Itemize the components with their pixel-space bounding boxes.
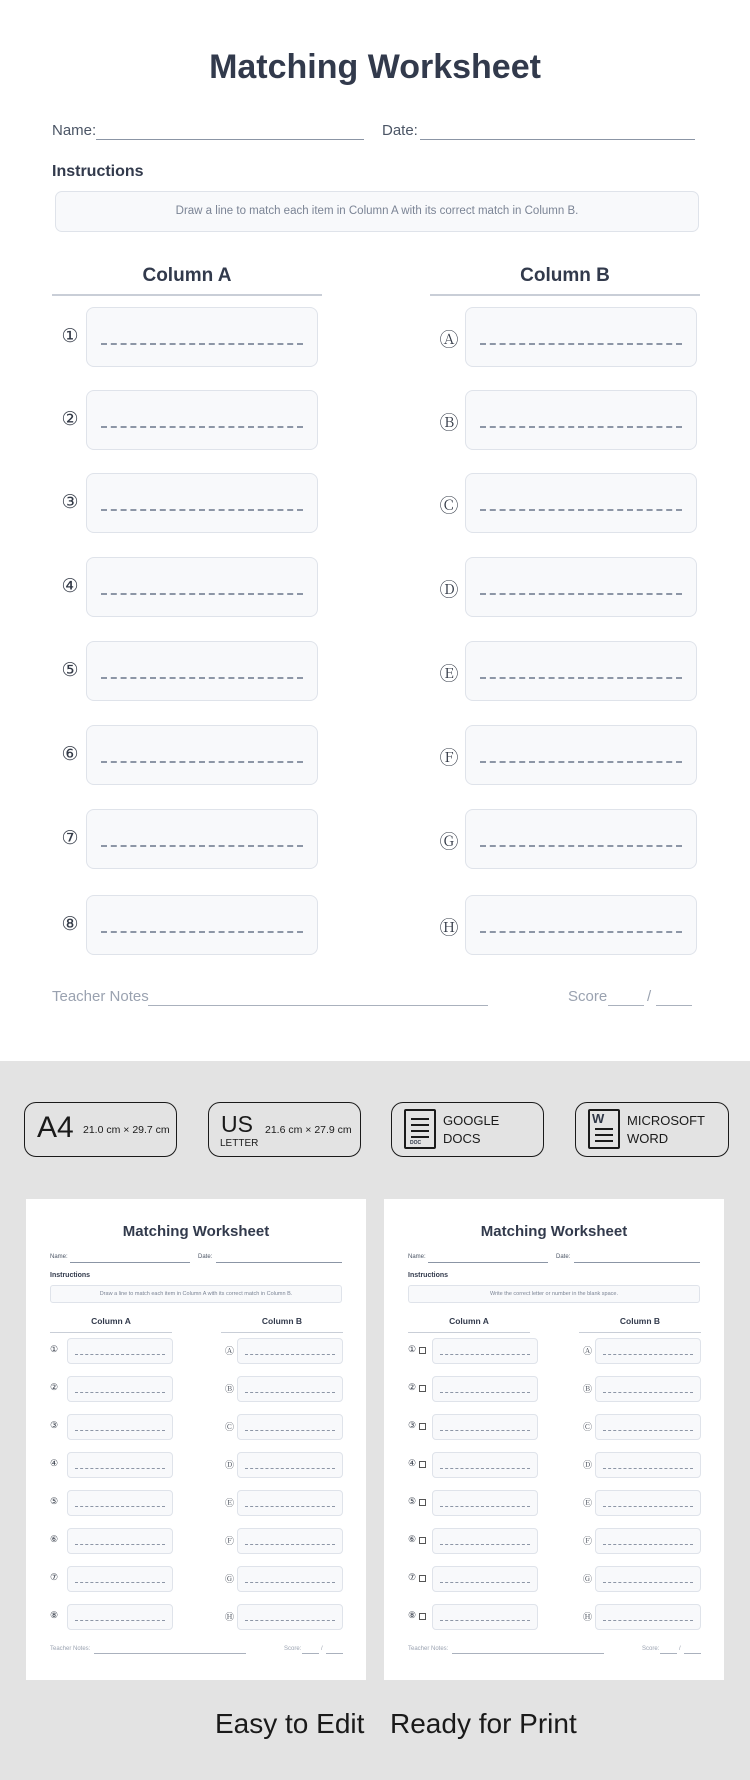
preview-column-b-answer-box[interactable]: [237, 1566, 343, 1592]
letter-marker: Ⓒ: [439, 496, 459, 517]
preview-column-a-answer-box[interactable]: [432, 1376, 538, 1402]
preview-column-a-answer-box[interactable]: [67, 1566, 173, 1592]
preview-column-b-answer-box[interactable]: [237, 1490, 343, 1516]
column-b-answer-box[interactable]: [465, 557, 697, 617]
column-b-answer-box[interactable]: [465, 307, 697, 367]
preview-date-field: [198, 1254, 342, 1263]
preview-letter-marker: Ⓕ: [583, 1536, 593, 1546]
preview-column-b-answer-box[interactable]: [237, 1528, 343, 1554]
column-b-answer-box[interactable]: [465, 725, 697, 785]
column-a-answer-box[interactable]: [86, 725, 318, 785]
dashed-write-line: [603, 1468, 693, 1469]
dashed-write-line: [101, 509, 303, 511]
preview-column-b-item: [225, 1338, 345, 1364]
preview-column-a-item: [50, 1528, 180, 1554]
column-a-item: [58, 895, 320, 955]
preview-score-separator: /: [321, 1646, 323, 1652]
preview-column-b-item: [225, 1490, 345, 1516]
preview-date-field: [556, 1254, 700, 1263]
dashed-write-line: [245, 1506, 335, 1507]
preview-score-separator: /: [679, 1646, 681, 1652]
preview-score: [284, 1646, 344, 1655]
google-docs-icon-text: DOC: [410, 1140, 422, 1146]
preview-column-b-heading: Column B: [619, 1316, 661, 1326]
preview-column-a-answer-box[interactable]: [432, 1414, 538, 1440]
name-line: [96, 139, 364, 141]
preview-column-a-answer-box[interactable]: [67, 1338, 173, 1364]
dashed-write-line: [603, 1506, 693, 1507]
letter-marker: Ⓖ: [439, 832, 459, 853]
instructions-heading: Instructions: [52, 163, 144, 180]
preview-column-a-heading: Column A: [91, 1316, 131, 1326]
column-a-answer-box[interactable]: [86, 473, 318, 533]
dashed-write-line: [603, 1620, 693, 1621]
column-b-item: [437, 473, 699, 533]
worksheet-title: Matching Worksheet: [209, 48, 541, 86]
score-label: Score: [568, 988, 608, 1005]
google-docs-line1: GOOGLE: [443, 1113, 500, 1128]
name-label: Name:: [52, 122, 97, 139]
preview-number-marker: ④: [50, 1458, 59, 1468]
format-badge-google-docs: [391, 1102, 544, 1157]
preview-teacher-notes-label: Teacher Notes:: [50, 1646, 91, 1652]
dashed-write-line: [101, 426, 303, 428]
dashed-write-line: [480, 343, 682, 345]
dashed-write-line: [440, 1354, 530, 1355]
date-field[interactable]: [382, 122, 695, 142]
preview-checkbox[interactable]: [419, 1385, 426, 1392]
letter-marker: Ⓐ: [439, 330, 459, 351]
dashed-write-line: [603, 1544, 693, 1545]
preview-column-b-item: [225, 1528, 345, 1554]
column-a-answer-box[interactable]: [86, 557, 318, 617]
letter-marker: Ⓓ: [439, 580, 459, 601]
format-badge-a4: [24, 1102, 177, 1157]
column-a-rule: [52, 294, 322, 296]
preview-letter-marker: Ⓓ: [225, 1460, 235, 1470]
preview-column-b-item: [583, 1414, 703, 1440]
preview-date-label: Date:: [198, 1254, 213, 1260]
preview-column-b-answer-box[interactable]: [595, 1414, 701, 1440]
preview-title: Matching Worksheet: [122, 1223, 270, 1240]
number-marker: ⑥: [61, 744, 79, 765]
preview-checkbox[interactable]: [419, 1575, 426, 1582]
preview-date-line: [216, 1262, 342, 1263]
column-b-item: [437, 641, 699, 701]
preview-column-a-item: [50, 1604, 180, 1630]
a4-size: 21.0 cm × 29.7 cm: [83, 1124, 170, 1136]
preview-column-a-item: [408, 1604, 538, 1630]
preview-letter-marker: Ⓑ: [583, 1384, 593, 1394]
preview-number-marker: ③: [408, 1420, 417, 1430]
dashed-write-line: [75, 1354, 165, 1355]
preview-teacher-notes-line: [452, 1653, 604, 1654]
column-a-answer-box[interactable]: [86, 895, 318, 955]
preview-column-a-item: [408, 1490, 538, 1516]
preview-score-line: [660, 1653, 677, 1654]
preview-teacher-notes: [50, 1646, 246, 1655]
dashed-write-line: [480, 677, 682, 679]
preview-score: [642, 1646, 702, 1655]
preview-column-a-answer-box[interactable]: [432, 1490, 538, 1516]
preview-column-a-answer-box[interactable]: [67, 1604, 173, 1630]
preview-column-a-answer-box[interactable]: [432, 1338, 538, 1364]
preview-column-b-item: [225, 1414, 345, 1440]
preview-name-field: [408, 1254, 548, 1263]
column-b-answer-box[interactable]: [465, 473, 697, 533]
dashed-write-line: [603, 1430, 693, 1431]
dashed-write-line: [75, 1544, 165, 1545]
dashed-write-line: [101, 931, 303, 933]
instructions-box: Draw a line to match each item in Column A with its correct match in Column B.: [55, 191, 699, 232]
column-b-item: [437, 895, 699, 955]
dashed-write-line: [75, 1620, 165, 1621]
preview-column-b-item: [225, 1376, 345, 1402]
preview-instructions-box: Write the correct letter or number in the blank space.: [408, 1285, 700, 1303]
dashed-write-line: [480, 845, 682, 847]
preview-number-marker: ⑧: [408, 1610, 417, 1620]
column-b-item: [437, 557, 699, 617]
number-marker: ③: [61, 492, 79, 513]
preview-column-a-answer-box[interactable]: [67, 1376, 173, 1402]
preview-letter-marker: Ⓔ: [583, 1498, 593, 1508]
dashed-write-line: [440, 1506, 530, 1507]
dashed-write-line: [480, 426, 682, 428]
number-marker: ⑧: [61, 914, 79, 935]
preview-column-a-item: [50, 1490, 180, 1516]
preview-score-label: Score:: [284, 1646, 302, 1652]
preview-name-label: Name:: [50, 1254, 68, 1260]
preview-column-a-item: [50, 1338, 180, 1364]
preview-number-marker: ①: [50, 1344, 59, 1354]
preview-number-marker: ②: [50, 1382, 59, 1392]
column-b-heading: Column B: [520, 265, 610, 286]
preview-checkbox[interactable]: [419, 1423, 426, 1430]
preview-column-a-rule: [408, 1332, 530, 1333]
preview-number-marker: ③: [50, 1420, 59, 1430]
dashed-write-line: [480, 593, 682, 595]
preview-name-line: [70, 1262, 190, 1263]
dashed-write-line: [245, 1620, 335, 1621]
preview-number-marker: ①: [408, 1344, 417, 1354]
preview-checkbox[interactable]: [419, 1461, 426, 1468]
preview-number-marker: ⑦: [408, 1572, 417, 1582]
dashed-write-line: [245, 1392, 335, 1393]
column-a-answer-box[interactable]: [86, 641, 318, 701]
preview-letter-marker: Ⓗ: [583, 1612, 593, 1622]
preview-column-a-item: [408, 1452, 538, 1478]
dashed-write-line: [440, 1544, 530, 1545]
dashed-write-line: [603, 1582, 693, 1583]
preview-column-a-item: [408, 1376, 538, 1402]
date-label: Date:: [382, 122, 418, 139]
teacher-notes-label: Teacher Notes: [52, 988, 149, 1005]
preview-column-b-item: [225, 1566, 345, 1592]
preview-column-a-answer-box[interactable]: [67, 1452, 173, 1478]
preview-column-a-answer-box[interactable]: [432, 1566, 538, 1592]
a4-label: A4: [37, 1111, 74, 1144]
preview-checkbox[interactable]: [419, 1499, 426, 1506]
dashed-write-line: [440, 1620, 530, 1621]
column-a-heading: Column A: [142, 265, 232, 286]
preview-column-a-answer-box[interactable]: [67, 1490, 173, 1516]
preview-letter-marker: Ⓒ: [583, 1422, 593, 1432]
preview-letter-marker: Ⓖ: [225, 1574, 235, 1584]
name-field[interactable]: [52, 122, 364, 142]
dashed-write-line: [75, 1506, 165, 1507]
preview-column-a-item: [408, 1414, 538, 1440]
preview-column-a-answer-box[interactable]: [432, 1604, 538, 1630]
letter-marker: Ⓕ: [439, 748, 459, 769]
preview-instructions-heading: Instructions: [408, 1272, 449, 1279]
preview-column-a-item: [50, 1414, 180, 1440]
dashed-write-line: [101, 677, 303, 679]
preview-column-b-answer-box[interactable]: [237, 1338, 343, 1364]
number-marker: ②: [61, 409, 79, 430]
preview-score-total-line: [326, 1653, 343, 1654]
number-marker: ⑦: [61, 828, 79, 849]
score-total-line: [656, 1005, 692, 1007]
preview-name-label: Name:: [408, 1254, 426, 1260]
column-a-item: [58, 641, 320, 701]
letter-marker: Ⓗ: [439, 918, 459, 939]
preview-column-a-answer-box[interactable]: [432, 1452, 538, 1478]
preview-column-b-answer-box[interactable]: [595, 1376, 701, 1402]
preview-column-a-rule: [50, 1332, 172, 1333]
dashed-write-line: [75, 1430, 165, 1431]
preview-name-line: [428, 1262, 548, 1263]
preview-column-b-item: [583, 1604, 703, 1630]
preview-date-line: [574, 1262, 700, 1263]
date-line: [420, 139, 695, 141]
column-b-item: [437, 725, 699, 785]
column-a-item: [58, 390, 320, 450]
format-badge-us-letter: [208, 1102, 361, 1157]
dashed-write-line: [603, 1354, 693, 1355]
google-docs-icon: [404, 1109, 436, 1149]
preview-score-label: Score:: [642, 1646, 660, 1652]
preview-column-b-item: [583, 1376, 703, 1402]
dashed-write-line: [440, 1430, 530, 1431]
column-b-answer-box[interactable]: [465, 641, 697, 701]
preview-column-b-item: [583, 1528, 703, 1554]
dashed-write-line: [101, 343, 303, 345]
us-label: US: [221, 1111, 253, 1137]
preview-number-marker: ⑧: [50, 1610, 59, 1620]
dashed-write-line: [480, 509, 682, 511]
preview-column-b-answer-box[interactable]: [595, 1490, 701, 1516]
preview-column-b-heading: Column B: [261, 1316, 303, 1326]
dashed-write-line: [440, 1468, 530, 1469]
preview-column-b-answer-box[interactable]: [237, 1376, 343, 1402]
dashed-write-line: [245, 1468, 335, 1469]
preview-column-b-answer-box[interactable]: [237, 1414, 343, 1440]
us-letter-size: 21.6 cm × 27.9 cm: [265, 1124, 352, 1136]
preview-column-b-item: [583, 1338, 703, 1364]
tagline-ready-for-print: Ready for Print: [390, 1708, 577, 1739]
score-field[interactable]: [568, 988, 694, 1008]
google-docs-line2: DOCS: [443, 1131, 481, 1146]
score-line: [608, 1005, 644, 1007]
tagline-easy-to-edit: Easy to Edit: [215, 1708, 365, 1739]
column-b-item: [437, 307, 699, 367]
preview-number-marker: ⑥: [50, 1534, 59, 1544]
letter-marker: Ⓔ: [439, 664, 459, 685]
dashed-write-line: [101, 845, 303, 847]
column-a-item: [58, 809, 320, 869]
number-marker: ①: [61, 326, 79, 347]
preview-checkbox[interactable]: [419, 1613, 426, 1620]
dashed-write-line: [245, 1430, 335, 1431]
preview-letter-marker: Ⓒ: [225, 1422, 235, 1432]
preview-instructions-heading: Instructions: [50, 1272, 91, 1279]
preview-number-marker: ④: [408, 1458, 417, 1468]
preview-title: Matching Worksheet: [480, 1223, 628, 1240]
preview-column-b-answer-box[interactable]: [595, 1338, 701, 1364]
number-marker: ④: [61, 576, 79, 597]
preview-checkbox[interactable]: [419, 1537, 426, 1544]
dashed-write-line: [245, 1582, 335, 1583]
preview-column-b-answer-box[interactable]: [595, 1528, 701, 1554]
teacher-notes-line: [148, 1005, 488, 1007]
teacher-notes-field[interactable]: [52, 988, 488, 1008]
dashed-write-line: [603, 1392, 693, 1393]
column-b-item: [437, 809, 699, 869]
column-b-item: [437, 390, 699, 450]
column-a-item: [58, 557, 320, 617]
column-b-answer-box[interactable]: [465, 895, 697, 955]
preview-score-line: [302, 1653, 319, 1654]
preview-column-b-item: [225, 1604, 345, 1630]
preview-column-a-item: [408, 1528, 538, 1554]
preview-write-letter: [384, 1199, 724, 1680]
preview-number-marker: ⑥: [408, 1534, 417, 1544]
preview-column-a-answer-box[interactable]: [67, 1414, 173, 1440]
dashed-write-line: [245, 1544, 335, 1545]
preview-teacher-notes: [408, 1646, 604, 1655]
dashed-write-line: [245, 1354, 335, 1355]
preview-letter-marker: Ⓐ: [225, 1346, 235, 1356]
column-b-answer-box[interactable]: [465, 809, 697, 869]
preview-letter-marker: Ⓓ: [583, 1460, 593, 1470]
dashed-write-line: [75, 1468, 165, 1469]
preview-column-a-item: [50, 1566, 180, 1592]
preview-column-a-item: [50, 1452, 180, 1478]
preview-letter-marker: Ⓖ: [583, 1574, 593, 1584]
preview-letter-marker: Ⓔ: [225, 1498, 235, 1508]
preview-number-marker: ⑤: [408, 1496, 417, 1506]
column-a-item: [58, 307, 320, 367]
preview-column-b-answer-box[interactable]: [237, 1604, 343, 1630]
preview-teacher-notes-label: Teacher Notes:: [408, 1646, 449, 1652]
preview-column-b-item: [583, 1452, 703, 1478]
preview-column-b-rule: [221, 1332, 343, 1333]
dashed-write-line: [440, 1582, 530, 1583]
preview-name-field: [50, 1254, 190, 1263]
preview-letter-marker: Ⓕ: [225, 1536, 235, 1546]
column-a-item: [58, 725, 320, 785]
preview-column-a-item: [408, 1566, 538, 1592]
preview-column-b-answer-box[interactable]: [237, 1452, 343, 1478]
preview-column-a-item: [408, 1338, 538, 1364]
word-icon-text: W: [592, 1111, 605, 1126]
word-line1: MICROSOFT: [627, 1113, 705, 1128]
preview-column-b-answer-box[interactable]: [595, 1566, 701, 1592]
column-a-answer-box[interactable]: [86, 307, 318, 367]
preview-column-b-rule: [579, 1332, 701, 1333]
preview-column-a-answer-box[interactable]: [67, 1528, 173, 1554]
letter-label: LETTER: [220, 1138, 259, 1149]
preview-instructions-box: Draw a line to match each item in Column A with its correct match in Column B.: [50, 1285, 342, 1303]
letter-marker: Ⓑ: [439, 413, 459, 434]
preview-column-a-heading: Column A: [449, 1316, 489, 1326]
dashed-write-line: [101, 593, 303, 595]
dashed-write-line: [480, 761, 682, 763]
dashed-write-line: [75, 1582, 165, 1583]
column-a-item: [58, 473, 320, 533]
preview-column-a-item: [50, 1376, 180, 1402]
dashed-write-line: [440, 1392, 530, 1393]
preview-letter-marker: Ⓐ: [583, 1346, 593, 1356]
preview-letter-marker: Ⓗ: [225, 1612, 235, 1622]
dashed-write-line: [480, 931, 682, 933]
word-line2: WORD: [627, 1131, 669, 1146]
preview-date-label: Date:: [556, 1254, 571, 1260]
preview-number-marker: ②: [408, 1382, 417, 1392]
dashed-write-line: [75, 1392, 165, 1393]
preview-letter-marker: Ⓑ: [225, 1384, 235, 1394]
column-a-answer-box[interactable]: [86, 809, 318, 869]
preview-number-marker: ⑦: [50, 1572, 59, 1582]
preview-score-total-line: [684, 1653, 701, 1654]
preview-column-b-item: [583, 1566, 703, 1592]
format-badge-microsoft-word: [575, 1102, 729, 1157]
dashed-write-line: [101, 761, 303, 763]
preview-teacher-notes-line: [94, 1653, 246, 1654]
preview-draw-line: [26, 1199, 366, 1680]
preview-column-a-answer-box[interactable]: [432, 1528, 538, 1554]
preview-checkbox[interactable]: [419, 1347, 426, 1354]
word-icon: [588, 1109, 620, 1149]
number-marker: ⑤: [61, 660, 79, 681]
preview-column-b-item: [225, 1452, 345, 1478]
preview-column-b-answer-box[interactable]: [595, 1604, 701, 1630]
column-b-answer-box[interactable]: [465, 390, 697, 450]
preview-column-b-item: [583, 1490, 703, 1516]
preview-number-marker: ⑤: [50, 1496, 59, 1506]
score-separator: /: [647, 988, 652, 1005]
preview-column-b-answer-box[interactable]: [595, 1452, 701, 1478]
column-b-rule: [430, 294, 700, 296]
column-a-answer-box[interactable]: [86, 390, 318, 450]
